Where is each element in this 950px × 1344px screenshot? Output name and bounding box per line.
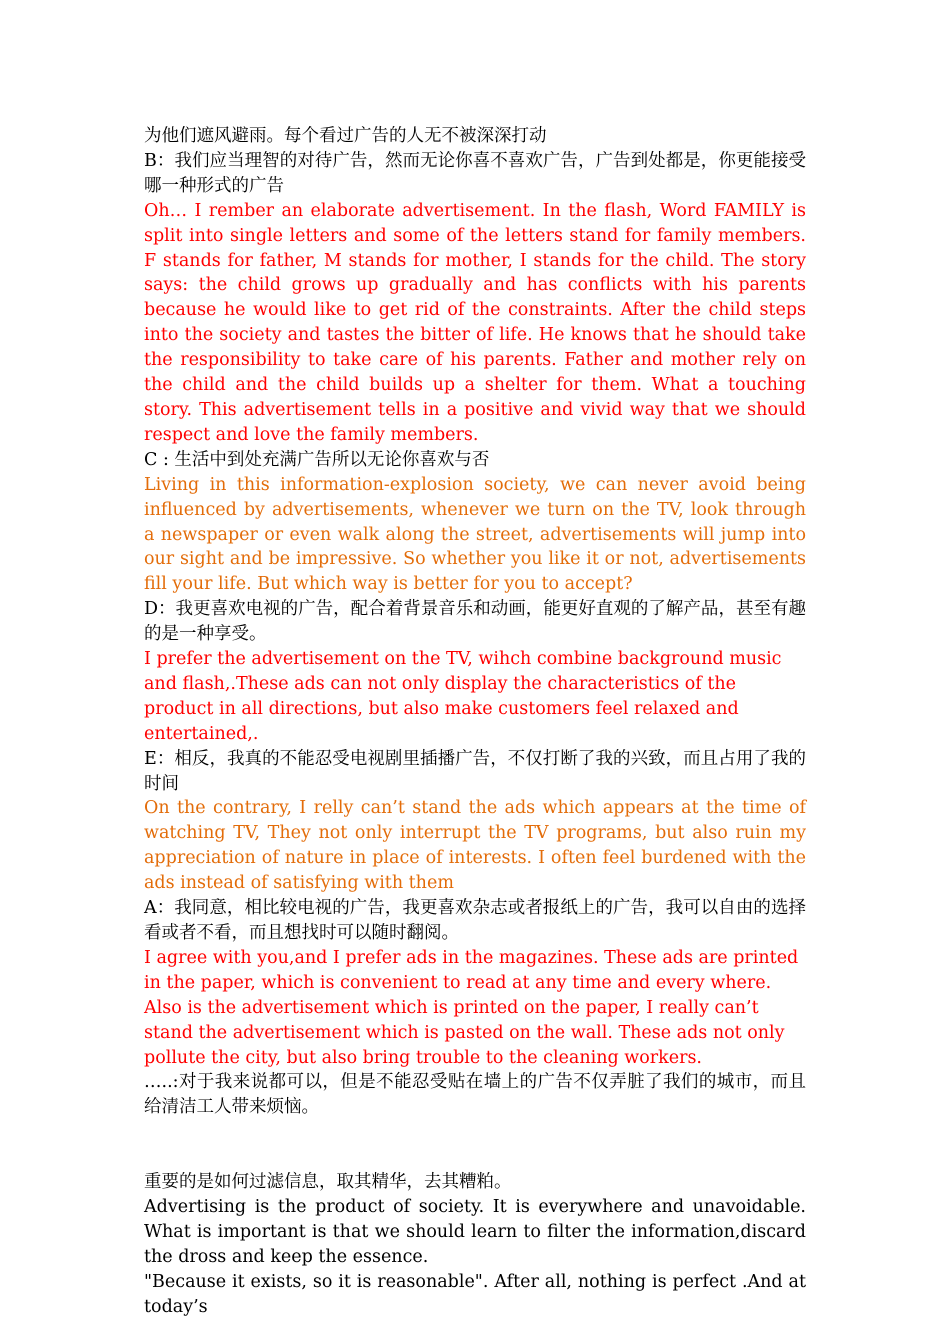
paragraph-speaker-c-chinese: C : 生活中到处充满广告所以无论你喜欢与否 [144,449,490,470]
blank-space [144,1120,806,1170]
paragraph-conclusion-chinese: 重要的是如何过滤信息，取其精华，去其糟粕。 [144,1172,512,1193]
paragraph-speaker-c-english: Living in this information-explosion society, we can never avoid being influenced by advertisements, whenever we turn on the TV, look through a newspaper or even walk along the street, advertisements will jump into our sight and be impressive. So whether you like it or not, advertisements fill your life. But which way is better for you to accept? [144,474,806,595]
document-page [144,124,806,1319]
paragraph-conclusion-english: Advertising is the product of society. It is everywhere and unavoidable. What is important is that we should learn to filter the information,discard the dross and keep the essence. [144,1196,806,1267]
paragraph-speaker-e-english: On the contrary, I relly can’t stand the ads which appears at the time of watching TV, They not only interrupt the TV programs, but also ruin my appreciation of nature in place of interests. I often feel burdened with the ads instead of satisfying with them [144,798,806,894]
paragraph-chinese-intro: 为他们遮风避雨。每个看过广告的人无不被深深打动 [144,126,547,146]
paragraph-speaker-a-english: I agree with you,and I prefer ads in the magazines. These ads are printed in the paper, which is convenient to read at any time and every where. Also is the advertisement which is printed on the paper, I really can’t stand the advertisement which is pasted on the wall. These ads not only pollute the city, but also bring trouble to the cleaning workers. [144,947,799,1068]
paragraph-ellipsis-speaker-chinese: …..:对于我来说都可以，但是不能忍受贴在墙上的广告不仅弄脏了我们的城市，而且给清洁工人带来烦恼。 [144,1072,806,1118]
paragraph-speaker-e-chinese: E：相反，我真的不能忍受电视剧里插播广告，不仅打断了我的兴致，而且占用了我的时间 [144,748,806,794]
paragraph-speaker-b-english: Oh… I rember an elaborate advertisement. In the flash, Word FAMILY is split into single letters and some of the letters stand for family members. F stands for father, M stands for mother, I stands for the child. The story says: the child grows up gradually and has conflicts with his parents because he would like to get rid of the constraints. After the child steps into the society and tastes the bitter of life. He knows that he should take the responsibility to take care of his parents. Father and mother rely on the child and the child builds up a shelter for them. What a touching story. This advertisement tells in a positive and vivid way that we should respect and love the family members. [144,200,806,445]
paragraph-speaker-d-chinese: D：我更喜欢电视的广告，配合着背景音乐和动画，能更好直观的了解产品，甚至有趣的是一种享受。 [144,599,806,645]
paragraph-speaker-d-english: I prefer the advertisement on the TV, wihch combine background music and flash,.These ads can not only display the characteristics of the product in all directions, but also make customers feel relaxed and entertained,. [144,649,782,744]
paragraph-final-quote: "Because it exists, so it is reasonable". After all, nothing is perfect .And at today’s [144,1271,806,1317]
paragraph-speaker-a-chinese: A：我同意，相比较电视的广告，我更喜欢杂志或者报纸上的广告，我可以自由的选择看或者不看，而且想找时可以随时翻阅。 [144,898,806,943]
paragraph-speaker-b-chinese: B：我们应当理智的对待广告，然而无论你喜不喜欢广告，广告到处都是，你更能接受哪一种形式的广告 [144,150,806,196]
